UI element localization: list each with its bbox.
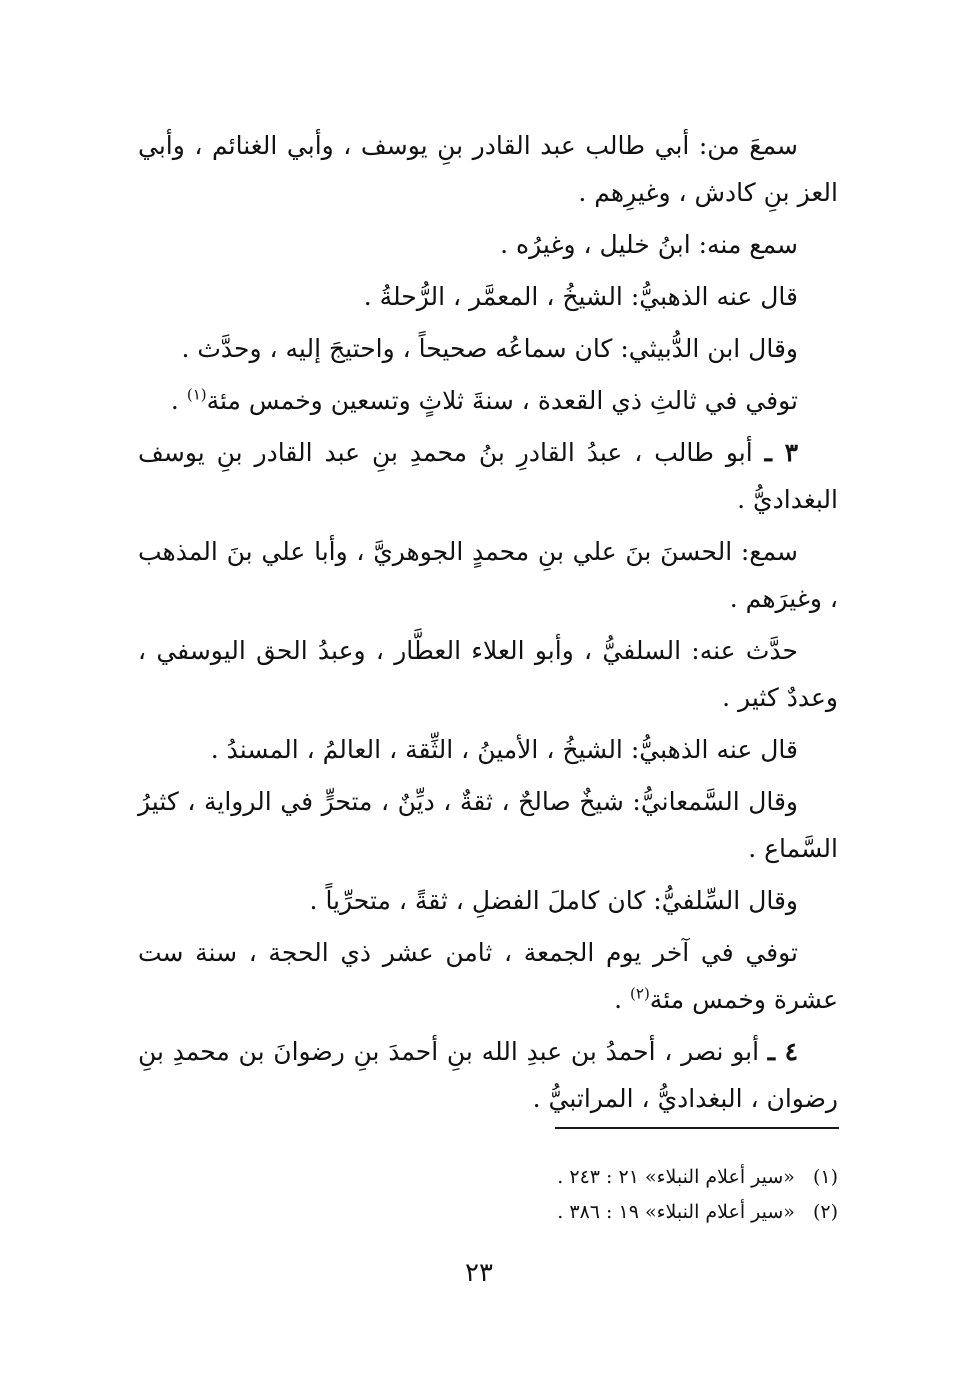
paragraph-text: أبو نصر ، أحمدُ بن عبدِ الله بنِ أحمدَ بنِ رضوانَ بن محمدِ بنِ رضوان ، البغداديُّ ، المراتبيُّ . [138, 1037, 838, 1113]
page-number: ٢٣ [465, 1258, 493, 1288]
footnote-number: (١) [812, 1166, 838, 1188]
footnotes [138, 1160, 838, 1230]
paragraph [138, 726, 838, 773]
paragraph-tail: . [170, 386, 187, 415]
paragraph-text: أبو طالب ، عبدُ القادرِ بنُ محمدِ بنِ عبد القادر بنِ يوسف البغداديُّ . [138, 438, 838, 514]
footnote [138, 1160, 838, 1195]
paragraph [138, 528, 838, 622]
footnote [138, 1195, 838, 1230]
footnote-text: «سير أعلام النبلاء» ٢١ : ٢٤٣ . [557, 1166, 795, 1188]
paragraph-text: وقال ابن الدُّبيثي: كان سماعُه صحيحاً ، واحتيجَ إليه ، وحدَّث . [181, 334, 798, 363]
paragraph [138, 221, 838, 268]
paragraph [138, 377, 838, 424]
entry-heading-paragraph [138, 429, 838, 523]
paragraph-text: وقال السَّمعانيُّ: شيخٌ صالحٌ ، ثقةٌ ، ديِّنٌ ، متحرٍّ في الرواية ، كثيرُ السَّماع . [138, 787, 838, 863]
paragraph-text: قال عنه الذهبيُّ: الشيخُ ، الأمينُ ، الثِّقة ، العالمُ ، المسندُ . [210, 735, 798, 764]
paragraph-text: سمع: الحسنَ بنَ علي بنِ محمدٍ الجوهريَّ ، وأبا علي بنَ المذهب ، وغيرَهم . [138, 537, 838, 613]
paragraph-text: قال عنه الذهبيُّ: الشيخُ ، المعمَّر ، الرُّحلةُ . [363, 282, 798, 311]
paragraph-text: توفي في ثالثِ ذي القعدة ، سنةَ ثلاثٍ وتسعين وخمس مئة [206, 386, 798, 415]
footnote-text: «سير أعلام النبلاء» ١٩ : ٣٨٦ . [557, 1201, 795, 1223]
paragraph [138, 627, 838, 721]
paragraph [138, 325, 838, 372]
paragraph [138, 877, 838, 924]
paragraph-text: سمع منه: ابنُ خليل ، وغيرُه . [500, 230, 798, 259]
footnote-marker[interactable]: (٢) [630, 984, 650, 1003]
paragraph-text: سمعَ من: أبي طالب عبد القادر بنِ يوسف ، وأبي الغنائم ، وأبي العز بنِ كادش ، وغيرِهم . [138, 131, 838, 207]
paragraph [138, 273, 838, 320]
paragraph [138, 778, 838, 872]
paragraph-text: وقال السِّلفيُّ: كان كاملَ الفضلِ ، ثقةً ، متحرِّياً . [309, 886, 798, 915]
paragraph-tail: . [614, 985, 631, 1014]
main-text [138, 122, 838, 1127]
paragraph [138, 929, 838, 1023]
footnote-separator [555, 1127, 839, 1129]
entry-number: ٤ ـ [767, 1037, 799, 1066]
paragraph-text: توفي في آخر يوم الجمعة ، ثامن عشر ذي الحجة ، سنة ست عشرة وخمس مئة [138, 938, 838, 1014]
entry-number: ٣ ـ [764, 438, 798, 467]
entry-heading-paragraph [138, 1028, 838, 1122]
paragraph-text: حدَّث عنه: السلفيُّ ، وأبو العلاء العطَّار ، وعبدُ الحق اليوسفي ، وعددٌ كثير . [138, 636, 838, 712]
footnote-number: (٢) [812, 1201, 838, 1223]
paragraph [138, 122, 838, 216]
footnote-marker[interactable]: (١) [186, 385, 207, 404]
